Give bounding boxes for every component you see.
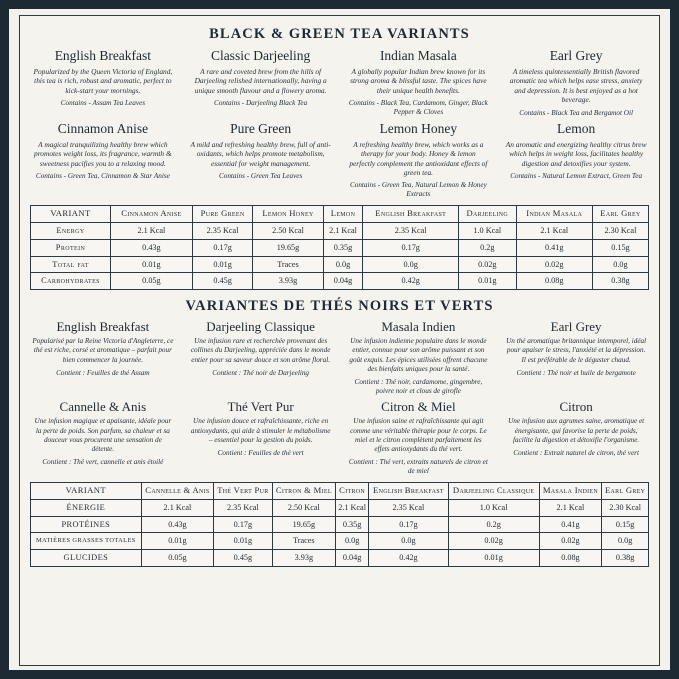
tea-contains: Contains - Black Tea, Cardamom, Ginger, Black Pepper & Cloves (348, 99, 488, 117)
tea-description: Une infusion rare et recherchée provenant des collines du Darjeeling, appréciée dans le monde entier pour sa saveur douce et son arôme floral. (190, 337, 331, 364)
table-row (31, 256, 649, 273)
tea-card-indian-masala (346, 49, 492, 118)
table-cell: 0.02g (539, 533, 602, 549)
table-cell: 2.50 Kcal (253, 223, 323, 240)
tea-contains: Contains - Black Tea and Bergamot Oil (519, 108, 633, 117)
tea-description: A mild and refreshing healthy brew, full of anti-oxidants, which helps promote metabolism, essential for weight management. (190, 139, 331, 168)
table-cell: 2.30 Kcal (602, 500, 649, 517)
table-row-label: PROTÉINES (31, 516, 142, 533)
table-cell: Traces (253, 256, 323, 273)
table-cell: 2.1 Kcal (539, 500, 602, 517)
tea-description: Une infusion saine et rafraîchissante qui agit comme une véritable thérapie pour le corps. Le miel et le citron complètent parfaitement les effets antioxydants du thé vert. (350, 417, 487, 454)
french-section-title: VARIANTES DE THÉS NOIRS ET VERTS (185, 297, 494, 314)
table-cell: 2.30 Kcal (592, 223, 648, 240)
table-cell: 0.17g (363, 239, 459, 256)
table-col-header: English Breakfast (369, 483, 448, 500)
table-cell: 0.43g (111, 239, 193, 256)
table-col-header: VARIANT (31, 483, 142, 500)
table-col-header: Lemon Honey (253, 206, 323, 223)
table-cell: 19.65g (272, 516, 335, 533)
tea-description: A refreshing healthy brew, which works as a therapy for your body. Honey & lemon perfectly complement the antioxidant effects of green tea. (349, 139, 488, 177)
table-cell: 0.01g (448, 549, 539, 566)
table-col-header: Citron (336, 483, 369, 500)
table-cell: 2.35 Kcal (192, 223, 253, 240)
tea-contains: Contient : Thé noir et huile de bergamote (516, 368, 636, 377)
tea-card-english-breakfast (30, 49, 176, 118)
table-cell: 0.35g (323, 239, 363, 256)
table-cell: 0.01g (214, 533, 272, 549)
tea-card-citron (503, 400, 649, 476)
table-cell: 0.17g (192, 239, 253, 256)
table-col-header: Thé Vert Pur (214, 483, 272, 500)
french-nutrition-table (30, 482, 649, 566)
tea-name: Classic Darjeeling (210, 48, 311, 63)
tea-name: Earl Grey (550, 318, 602, 334)
table-cell: 1.0 Kcal (458, 223, 516, 240)
tea-name: English Breakfast (56, 318, 150, 334)
table-cell: 0.02g (516, 256, 592, 273)
table-col-header: Darjeeling Classique (448, 483, 539, 500)
table-cell: 0.01g (458, 273, 516, 290)
table-col-header: VARIANT (31, 206, 111, 223)
tea-contains: Contient : Thé vert, extraits naturels de citron et de miel (348, 458, 488, 476)
table-col-header: Citron & Miel (272, 483, 335, 500)
tea-contains: Contains - Darjeeling Black Tea (214, 99, 308, 108)
table-cell: 2.1 Kcal (323, 223, 363, 240)
table-cell: 0.2g (458, 239, 516, 256)
tea-contains: Contains - Green Tea, Cinnamon & Star Anise (35, 171, 170, 180)
tea-card-darjeeling-classique (188, 320, 334, 396)
table-col-header: Lemon (323, 206, 363, 223)
tea-description: Popularized by the Queen Victoria of England, this tea is rich, robust and aromatic, perfect to kick-start your mornings. (33, 66, 173, 95)
table-cell: 0.41g (539, 516, 602, 533)
table-col-header: Indian Masala (516, 206, 592, 223)
tea-card-citron-miel (346, 400, 492, 476)
table-cell: 0.45g (214, 549, 272, 566)
french-tea-grid-row-1 (30, 320, 649, 396)
table-cell: 0.38g (602, 549, 649, 566)
tea-name: Darjeeling Classique (206, 318, 315, 334)
table-cell: 2.50 Kcal (272, 500, 335, 517)
table-cell: 3.93g (253, 273, 323, 290)
tea-name: Cannelle & Anis (59, 399, 147, 415)
table-cell: 0.0g (336, 533, 369, 549)
table-cell: 0.45g (192, 273, 253, 290)
table-row (31, 500, 649, 517)
tea-card-cinnamon-anise (30, 122, 176, 200)
table-header-row (31, 483, 649, 500)
tea-card-classic-darjeeling (188, 49, 334, 118)
table-cell: 1.0 Kcal (448, 500, 539, 517)
table-col-header: Masala Indien (539, 483, 602, 500)
table-cell: 0.08g (539, 549, 602, 566)
table-header-row (31, 206, 649, 223)
table-row-label: ÉNERGIE (31, 500, 142, 517)
table-row-label: MATIÈRES GRASSES TOTALES (31, 533, 142, 549)
english-tea-grid-row-2 (30, 122, 649, 200)
table-cell: 0.15g (602, 516, 649, 533)
table-cell: 0.0g (602, 533, 649, 549)
table-cell: 2.35 Kcal (363, 223, 459, 240)
tea-card-lemon-honey (346, 122, 492, 200)
table-col-header: English Breakfast (363, 206, 459, 223)
table-row (31, 516, 649, 533)
tea-card-english-breakfast-fr (30, 320, 176, 396)
tea-description: A magical tranquilizing healthy brew which promotes weight loss, its fragrance, warmth & sweetness pacifies you to a relaxing mood. (34, 139, 172, 168)
tea-description: Une infusion aux agrumes saine, aromatique et énergisante, qui favorise la perte de poids, facilite la digestion et détoxifie l'organisme. (508, 417, 645, 444)
tea-card-lemon (503, 122, 649, 200)
table-cell: 0.05g (141, 549, 213, 566)
table-cell: 0.38g (592, 273, 648, 290)
table-col-header: Pure Green (192, 206, 253, 223)
tea-contains: Contient : Thé noir de Darjeeling (212, 368, 310, 377)
english-nutrition-table (30, 205, 649, 290)
tea-description: A globally popular Indian brew known for its strong aroma & blissful taste. The spices have their unique health benefits. (350, 66, 487, 95)
tea-name: Citron (559, 399, 593, 415)
table-row-label: Energy (31, 223, 111, 240)
table-cell: 2.1 Kcal (336, 500, 369, 517)
english-tea-grid-row-1 (30, 49, 649, 118)
tea-name: Cinnamon Anise (57, 120, 149, 136)
tea-description: A timeless quintessentially British flavored aromatic tea which helps ease stress, anxiety and depression. It is best enjoyed as a hot beverage. (509, 66, 643, 105)
tea-description: An aromatic and energizing healthy citrus brew which helps in weight loss, facilitates healthy digestion and detoxifies your system. (505, 139, 647, 168)
tea-card-earl-grey (503, 49, 649, 118)
english-section-title: BLACK & GREEN TEA VARIANTS (209, 26, 470, 42)
table-cell: 3.93g (272, 549, 335, 566)
tea-name: Masala Indien (381, 318, 456, 334)
tea-contains: Contains - Assam Tea Leaves (60, 99, 145, 108)
tea-contains: Contains - Green Tea, Natural Lemon & Honey Extracts (349, 181, 487, 199)
tea-card-cannelle-anis (30, 400, 176, 476)
table-cell: 0.43g (141, 516, 213, 533)
table-cell: 0.01g (141, 533, 213, 549)
tea-name: English Breakfast (54, 48, 152, 63)
tea-name: Thé Vert Pur (227, 399, 294, 415)
table-cell: 0.15g (592, 239, 648, 256)
table-cell: 0.04g (336, 549, 369, 566)
table-row (31, 239, 649, 256)
table-cell: 0.01g (111, 256, 193, 273)
table-cell: 0.17g (214, 516, 272, 533)
tea-description: Popularisé par la Reine Victoria d'Angleterre, ce thé est riche, corsé et aromatique – parfait pour bien commencer la journée. (32, 337, 174, 364)
table-cell: 0.01g (192, 256, 253, 273)
tea-description: Une infusion douce et rafraîchissante, riche en antioxydants, qui aide à stimuler le métabolisme – essentiel pour la gestion du poids. (190, 417, 331, 444)
table-cell: 0.41g (516, 239, 592, 256)
tea-contains: Contains - Natural Lemon Extract, Green Tea (510, 171, 643, 180)
table-row-label: Total fat (31, 256, 111, 273)
table-row-label: Carbohydrates (31, 273, 111, 290)
table-cell: 0.02g (448, 533, 539, 549)
tea-name: Earl Grey (549, 48, 603, 63)
table-col-header: Earl Grey (602, 483, 649, 500)
table-col-header: Cinnamon Anise (111, 206, 193, 223)
tea-contains: Contient : Thé noir, cardamome, gingembre, poivre noir et clous de girofle (354, 378, 483, 396)
tea-contains: Contient : Thé vert, cannelle et anis étoilé (42, 458, 164, 467)
table-cell: 0.0g (592, 256, 648, 273)
tea-description: Une infusion indienne populaire dans le monde entier, connue pour son arôme puissant et son goût exquis. Les épices utilisées offrent chacune des bienfaits uniques pour la santé. (349, 337, 488, 373)
table-cell: 2.35 Kcal (369, 500, 448, 517)
table-cell: 2.35 Kcal (214, 500, 272, 517)
table-row (31, 273, 649, 290)
tea-description: Un thé aromatique britannique intemporel, idéal pour apaiser le stress, l'anxiété et la dépression. Il est préférable de le déguster chaud. (506, 337, 647, 364)
table-cell: 0.0g (363, 256, 459, 273)
tea-card-masala-indien (346, 320, 492, 396)
table-cell: 0.04g (323, 273, 363, 290)
table-cell: 0.05g (111, 273, 193, 290)
table-cell: 0.35g (336, 516, 369, 533)
tea-name: Pure Green (230, 120, 292, 136)
table-col-header: Darjeeling (458, 206, 516, 223)
table-row (31, 223, 649, 240)
table-cell: 0.0g (323, 256, 363, 273)
table-cell: 0.17g (369, 516, 448, 533)
tea-name: Citron & Miel (381, 399, 456, 415)
tea-card-pure-green (188, 122, 334, 200)
table-cell: Traces (272, 533, 335, 549)
tea-name: Lemon (557, 120, 596, 136)
french-tea-grid-row-2 (30, 400, 649, 476)
table-col-header: Cannelle & Anis (141, 483, 213, 500)
table-cell: 2.1 Kcal (516, 223, 592, 240)
table-cell: 2.1 Kcal (141, 500, 213, 517)
tea-description: Une infusion magique et apaisante, idéale pour la perte de poids. Son parfum, sa chaleur et sa douceur vous procurent une sensation de détente. (34, 417, 172, 454)
table-row-label: Protein (31, 239, 111, 256)
table-row (31, 533, 649, 549)
tea-contains: Contient : Feuilles de thé vert (217, 449, 304, 458)
tea-description: A rare and coveted brew from the hills of Darjeeling relished internationally, having a unique smooth flavour and a flowery aroma. (194, 66, 327, 95)
tea-card-the-vert-pur (188, 400, 334, 476)
table-cell: 0.08g (516, 273, 592, 290)
table-row-label: GLUCIDES (31, 549, 142, 566)
tea-contains: Contains - Green Tea Leaves (218, 171, 303, 180)
table-cell: 0.02g (458, 256, 516, 273)
table-cell: 0.2g (448, 516, 539, 533)
tea-name: Indian Masala (379, 48, 457, 63)
table-row (31, 549, 649, 566)
poster-inner-frame (19, 15, 660, 666)
tea-contains: Contient : Extrait naturel de citron, thé vert (513, 449, 639, 458)
table-cell: 0.42g (363, 273, 459, 290)
table-col-header: Earl Grey (592, 206, 648, 223)
table-cell: 2.1 Kcal (111, 223, 193, 240)
tea-name: Lemon Honey (379, 120, 458, 136)
table-cell: 0.0g (369, 533, 448, 549)
table-cell: 0.42g (369, 549, 448, 566)
table-cell: 19.65g (253, 239, 323, 256)
tea-card-earl-grey-fr (503, 320, 649, 396)
tea-contains: Contient : Feuilles de thé Assam (56, 368, 150, 377)
